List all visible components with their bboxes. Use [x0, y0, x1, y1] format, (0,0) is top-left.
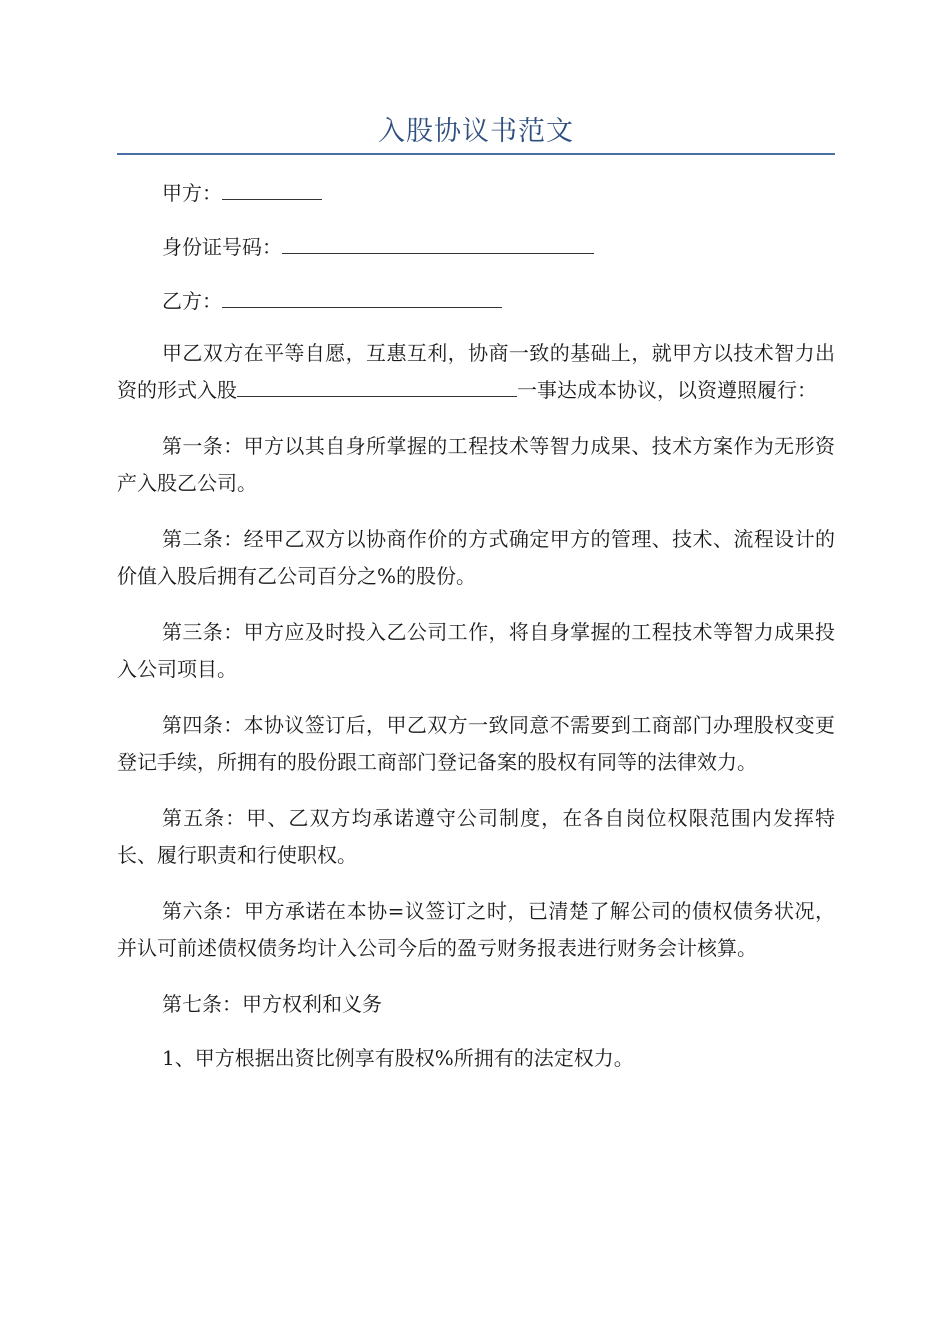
id-number-blank	[282, 233, 594, 254]
party-b-field	[117, 286, 835, 316]
party-b-blank	[222, 287, 502, 308]
article-7-heading: 第七条：甲方权利和义务	[162, 992, 382, 1016]
article-4: 第四条：本协议签订后，甲乙双方一致同意不需要到工商部门办理股权变更登记手续，所拥有的股份跟工商部门登记备案的股权有同等的法律效力。	[117, 713, 835, 774]
party-a-blank	[222, 179, 322, 200]
article-1: 第一条：甲方以其自身所掌握的工程技术等智力成果、技术方案作为无形资产入股乙公司。	[117, 434, 835, 495]
article-3: 第三条：甲方应及时投入乙公司工作，将自身掌握的工程技术等智力成果投入公司项目。	[117, 620, 835, 681]
intro-blank	[237, 376, 517, 397]
article-6: 第六条：甲方承诺在本协=议签订之时，已清楚了解公司的债权债务状况，并认可前述债权债务均计入公司今后的盈亏财务报表进行财务会计核算。	[117, 899, 835, 960]
party-b-label: 乙方：	[162, 289, 222, 313]
title-underline	[117, 153, 835, 155]
document-page	[117, 0, 835, 1073]
intro-text-before: 甲乙双方在平等自愿，互惠互利，协商一致的基础上，就甲方以技术智力出资的形式入股	[117, 341, 835, 402]
id-number-label: 身份证号码：	[162, 235, 282, 259]
article-5: 第五条：甲、乙双方均承诺遵守公司制度，在各自岗位权限范围内发挥特长、履行职责和行使职权。	[117, 806, 835, 867]
party-a-label: 甲方：	[162, 181, 222, 205]
article-7-item-1: 1、甲方根据出资比例享有股权%所拥有的法定权力。	[162, 1046, 634, 1070]
document-title: 入股协议书范文	[378, 116, 574, 147]
intro-text-after: 一事达成本协议，以资遵照履行：	[517, 378, 817, 402]
id-number-field	[117, 232, 835, 262]
party-a-field	[117, 178, 835, 208]
intro-paragraph	[117, 335, 835, 409]
article-2: 第二条：经甲乙双方以协商作价的方式确定甲方的管理、技术、流程设计的价值入股后拥有乙公司百分之%的股份。	[117, 527, 835, 588]
